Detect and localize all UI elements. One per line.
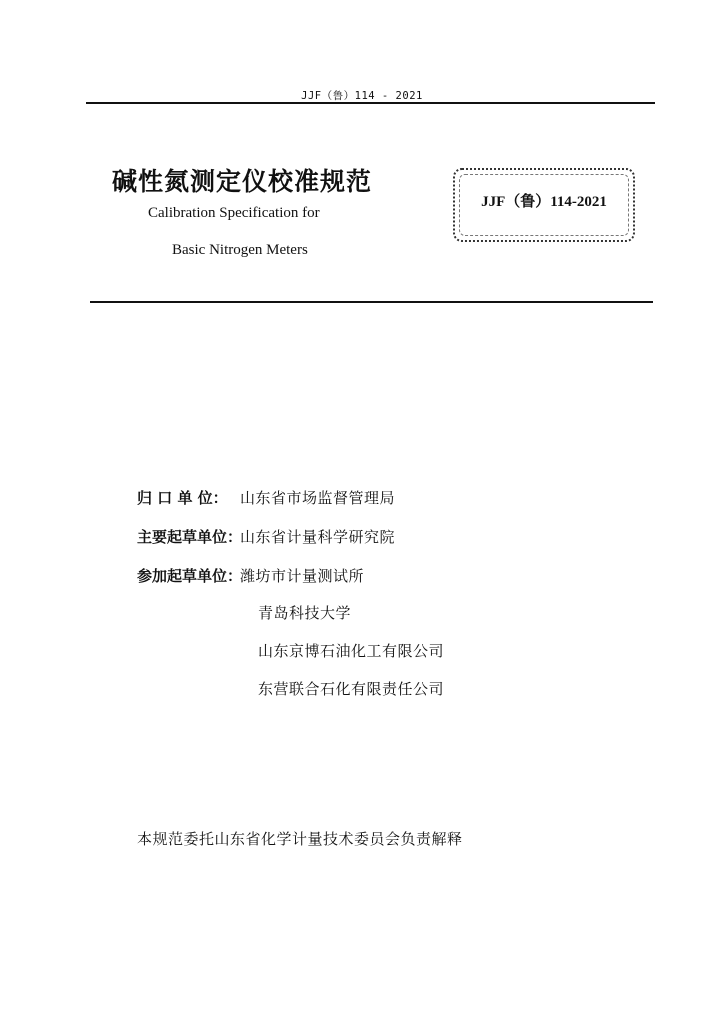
- main-drafter-value: 山东省计量科学研究院: [240, 528, 396, 546]
- standard-code-box: [453, 168, 635, 242]
- participating-drafter-value-1: 潍坊市计量测试所: [240, 567, 365, 585]
- title-english-line2: Basic Nitrogen Meters: [172, 242, 308, 258]
- participating-drafter-value-3: 山东京博石油化工有限公司: [258, 642, 445, 660]
- participating-drafter-label: 参加起草单位：: [137, 567, 243, 585]
- main-drafter-label: 主要起草单位：: [137, 528, 243, 546]
- title-chinese: 碱性氮测定仪校准规范: [112, 167, 373, 196]
- participating-drafter-value-2: 青岛科技大学: [258, 604, 352, 622]
- standard-code: JJF（鲁）114-2021: [481, 194, 607, 210]
- title-english-line1: Calibration Specification for: [148, 205, 320, 221]
- main-drafter-row: [137, 526, 395, 547]
- header-document-code: JJF（鲁）114 - 2021: [301, 90, 423, 102]
- header-rule: [86, 102, 655, 104]
- section-divider: [90, 301, 653, 303]
- participating-drafter-row: [137, 565, 364, 586]
- responsible-unit-row: [137, 487, 395, 508]
- interpretation-note: 本规范委托山东省化学计量技术委员会负责解释: [137, 830, 463, 848]
- responsible-unit-label: 归 口 单 位：: [137, 489, 228, 507]
- responsible-unit-value: 山东省市场监督管理局: [240, 489, 396, 507]
- participating-drafter-value-4: 东营联合石化有限责任公司: [258, 680, 445, 698]
